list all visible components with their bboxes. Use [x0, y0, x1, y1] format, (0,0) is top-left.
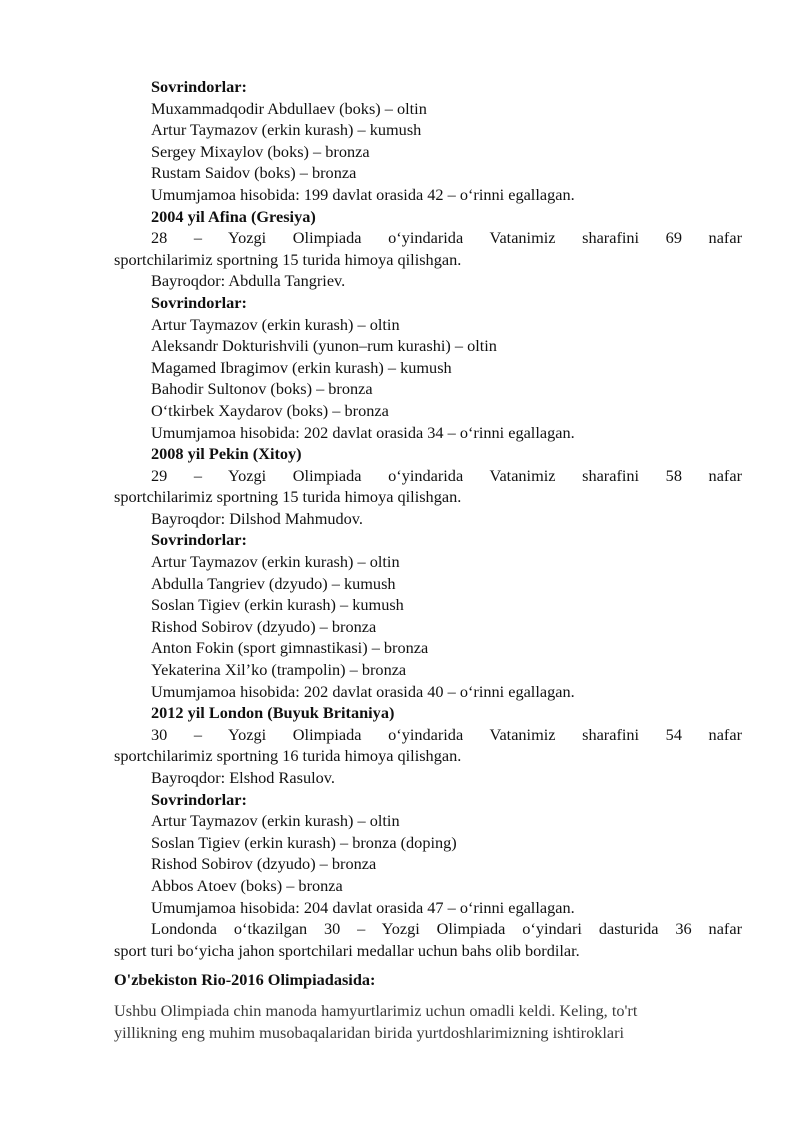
- bold-heading-line: 2008 yil Pekin (Xitoy): [151, 444, 302, 464]
- text-line: Bahodir Sultonov (boks) – bronza: [151, 379, 373, 399]
- text-line: Abbos Atoev (boks) – bronza: [151, 875, 343, 895]
- text-line: Umumjamoa hisobida: 199 davlat orasida 42 – o‘rinni egallagan.: [151, 184, 575, 204]
- continuation-line: sportchilarimiz sportning 15 turida himoya qilishgan.: [114, 487, 462, 507]
- justified-line: 29 – Yozgi Olimpiada o‘yindarida Vatanimiz sharafini 58 nafar: [151, 465, 742, 485]
- text-line: Yekaterina Xil’ko (trampolin) – bronza: [151, 660, 407, 680]
- text-line: Umumjamoa hisobida: 204 davlat orasida 47 – o‘rinni egallagan.: [151, 897, 575, 917]
- continuation-line: sportchilarimiz sportning 16 turida himoya qilishgan.: [114, 746, 462, 766]
- text-line: Artur Taymazov (erkin kurash) – kumush: [151, 120, 422, 140]
- justified-line: Londonda o‘tkazilgan 30 – Yozgi Olimpiada o‘yindari dasturida 36 nafar: [151, 919, 742, 939]
- text-line: Rishod Sobirov (dzyudo) – bronza: [151, 854, 377, 874]
- text-line: Artur Taymazov (erkin kurash) – oltin: [151, 314, 400, 334]
- text-line: O‘tkirbek Xaydarov (boks) – bronza: [151, 400, 389, 420]
- text-line: Muxammadqodir Abdullaev (boks) – oltin: [151, 98, 427, 118]
- justified-line: 28 – Yozgi Olimpiada o‘yindarida Vatanimiz sharafini 69 nafar: [151, 228, 742, 248]
- bold-heading-line: Sovrindorlar:: [151, 292, 247, 312]
- text-line: Bayroqdor: Abdulla Tangriev.: [151, 271, 346, 291]
- bold-heading-line: Sovrindorlar:: [151, 77, 247, 96]
- justified-line: 30 – Yozgi Olimpiada o‘yindarida Vatanimiz sharafini 54 nafar: [151, 724, 742, 744]
- text-line: Abdulla Tangriev (dzyudo) – kumush: [151, 573, 396, 593]
- text-line: Magamed Ibragimov (erkin kurash) – kumush: [151, 357, 452, 377]
- text-line: Soslan Tigiev (erkin kurash) – kumush: [151, 595, 404, 615]
- continuation-line: sportchilarimiz sportning 15 turida himoya qilishgan.: [114, 249, 462, 269]
- text-line: Artur Taymazov (erkin kurash) – oltin: [151, 552, 400, 572]
- text-line: Aleksandr Dokturishvili (yunon–rum kurashi) – oltin: [151, 336, 497, 356]
- text-line: Artur Taymazov (erkin kurash) – oltin: [151, 811, 400, 831]
- text-line: Umumjamoa hisobida: 202 davlat orasida 34 – o‘rinni egallagan.: [151, 422, 575, 442]
- text-line: Sergey Mixaylov (boks) – bronza: [151, 141, 370, 161]
- olympics-text-block: [114, 76, 742, 961]
- text-line: Anton Fokin (sport gimnastikasi) – bronza: [151, 638, 429, 658]
- rio-intro-paragraph: [114, 1000, 742, 1044]
- text-line: Rishod Sobirov (dzyudo) – bronza: [151, 616, 377, 636]
- document-page: [114, 76, 742, 1044]
- text-line: Rustam Saidov (boks) – bronza: [151, 163, 357, 183]
- text-line: Soslan Tigiev (erkin kurash) – bronza (doping): [151, 832, 457, 852]
- bold-heading-line: 2012 yil London (Buyuk Britaniya): [151, 703, 395, 723]
- bold-heading-line: 2004 yil Afina (Gresiya): [151, 206, 316, 226]
- text-line: Bayroqdor: Elshod Rasulov.: [151, 768, 335, 787]
- bold-heading-line: Sovrindorlar:: [151, 789, 247, 809]
- paragraph-line: Ushbu Olimpiada chin manoda hamyurtlarimiz uchun omadli keldi. Keling, to'rt: [114, 1000, 638, 1020]
- text-line: Bayroqdor: Dilshod Mahmudov.: [151, 508, 363, 528]
- text-line: Umumjamoa hisobida: 202 davlat orasida 40 – o‘rinni egallagan.: [151, 681, 575, 701]
- section-heading: O'zbekiston Rio-2016 Olimpiadasida:: [114, 970, 376, 990]
- bold-heading-line: Sovrindorlar:: [151, 530, 247, 550]
- continuation-line: sport turi bo‘yicha jahon sportchilari medallar uchun bahs olib bordilar.: [114, 940, 580, 960]
- paragraph-line: yillikning eng muhim musobaqalaridan birida yurtdoshlarimizning ishtiroklari: [114, 1022, 625, 1042]
